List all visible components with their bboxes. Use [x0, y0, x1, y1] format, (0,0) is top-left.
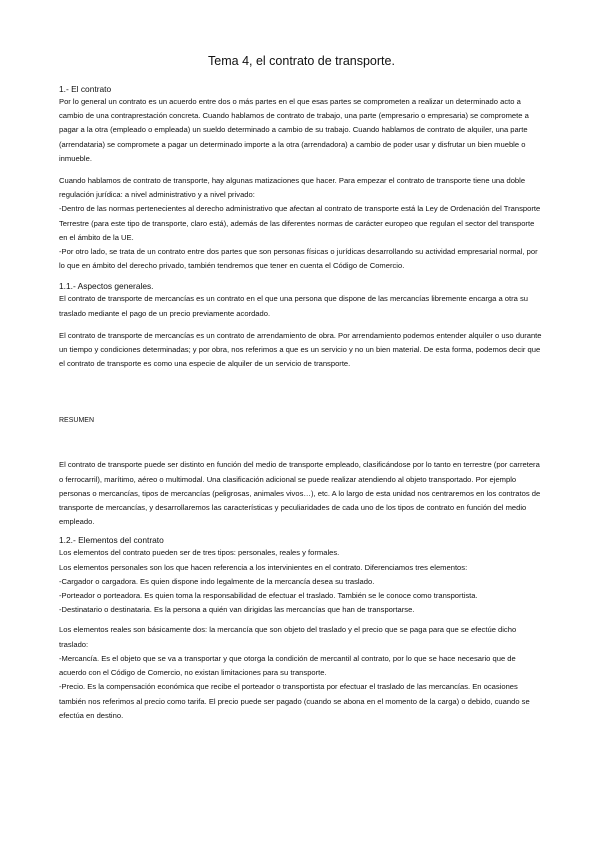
section-1-2-paragraph-1b: Los elementos personales son los que hacen referencia a los intervinientes en el contrato. Diferenciamos tres elementos: — [59, 562, 468, 572]
section-1-2-paragraph-1d: -Porteador o porteadora. Es quien toma la responsabilidad de efectuar el traslado. También se le conoce como transportista. — [59, 591, 478, 601]
section-1-2-paragraph-2c: -Precio. Es la compensación económica que recibe el porteador o transportista por efectuar el traslado de las mercancías. En ocasiones también nos referimos al precio como tarifa. El precio puede ser pagado (cuando se abona en el momento de la carga) o debido, cuando se efectúa en destino. — [59, 682, 530, 720]
document-title: Tema 4, el contrato de transporte. — [208, 54, 395, 68]
section-1-1-paragraph-1: El contrato de transporte de mercancías es un contrato en el que una persona que dispone de las mercancías libremente encarga a otra su traslado mediante el pago de un precio previamente acordado. — [59, 294, 528, 318]
section-1-paragraph-2a: Cuando hablamos de contrato de transporte, hay algunas matizaciones que hacer. Para empezar el contrato de transporte tiene una doble regulación jurídica: a nivel administrativo y a nivel privado: — [59, 176, 526, 200]
resumen-label: RESUMEN — [59, 417, 95, 425]
section-1-2-paragraph-1e: -Destinatario o destinataria. Es la persona a quién van dirigidas las mercancías que han de transportarse. — [59, 605, 415, 615]
section-1-2-heading: 1.2.- Elementos del contrato — [59, 535, 164, 546]
section-1-2-paragraph-2b: -Mercancía. Es el objeto que se va a transportar y que otorga la condición de mercantil al contrato, por lo que se hace necesario que de acuerdo con el Código de Comercio, no existan limitaciones para su transporte. — [59, 653, 516, 678]
section-1-heading: 1.- El contrato — [59, 84, 112, 94]
section-1-2-paragraph-1a: Los elementos del contrato pueden ser de tres tipos: personales, reales y formales. — [59, 548, 340, 558]
section-1-paragraph-1: Por lo general un contrato es un acuerdo entre dos o más partes en el que esas partes se comprometen a realizar un determinado acto a cambio de una contraprestación concreta. Cuando hablamos de contrato de trabajo, una parte (empresario o empresaria) se compromete a pagar a la otra (empleado o empleada) un sueldo determinado a cambio de su trabajo. Cuando hablamos de contrato de alquiler, una parte (arrendataria) se compromete a pagar un determinado importe a la otra (arrendadora) a cambio de poder usar y disfrutar un bien mueble o inmueble. — [59, 97, 529, 163]
section-1-2-paragraph-1c: -Cargador o cargadora. Es quien dispone indo legalmente de la mercancía desea su traslado. — [59, 576, 375, 586]
section-1-paragraph-2c: -Por otro lado, se trata de un contrato entre dos partes que son personas físicas o jurídicas desarrollando su actividad empresarial normal, por lo que en ámbito del derecho privado, también tendremos que tener en cuenta el Código de Comercio. — [59, 247, 538, 271]
resumen-paragraph: El contrato de transporte puede ser distinto en función del medio de transporte empleado, clasificándose por lo tanto en terrestre (por carretera o ferrocarril), marítimo, aéreo o multimodal. Una clasificación adicional se puede realizar atendiendo al objeto transportado. Por ejemplo personas o mercancías, tipos de mercancías (peligrosas, animales vivos…), etc. A lo largo de esta unidad nos centraremos en los contratos de transporte de mercancías, y desarrollaremos las características y peculiaridades de cada uno de los tipos de contrato en función del medio empleado. — [59, 460, 541, 527]
section-1-2-paragraph-2a: Los elementos reales son básicamente dos: la mercancía que son objeto del traslado y el precio que se paga para que se efectúe dicho traslado: — [59, 625, 517, 649]
section-1-1-paragraph-2: El contrato de transporte de mercancías es un contrato de arrendamiento de obra. Por arrendamiento podemos entender alquiler o uso durante un tiempo y condiciones determinadas; y por obra, nos referimos a que es un servicio y no un bien material. De esta forma, podemos decir que el contrato de transporte es como una especie de alquiler de un servicio de transporte. — [59, 330, 542, 369]
section-1-paragraph-2b: -Dentro de las normas pertenecientes al derecho administrativo que afectan al contrato de transporte está la Ley de Ordenación del Transporte Terrestre (para este tipo de transporte, claro está), además de las diferentes normas de carácter europeo que regulan el sector del transporte en el ámbito de la UE. — [59, 204, 541, 242]
section-1-1-heading: 1.1.- Aspectos generales. — [59, 281, 154, 292]
